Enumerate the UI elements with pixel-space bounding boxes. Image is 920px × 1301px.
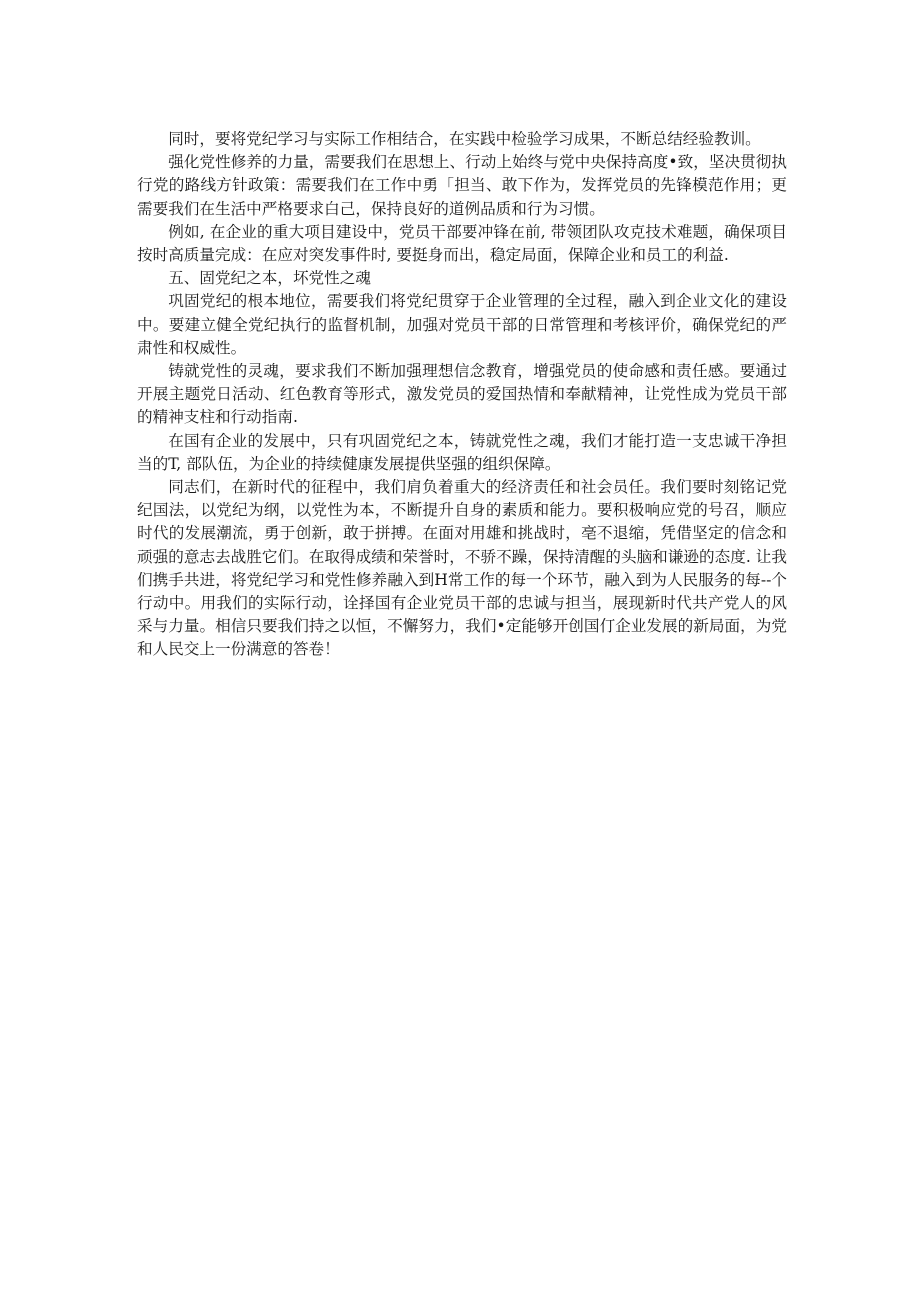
paragraph: 强化党性修养的力量，需要我们在思想上、行动上始终与党中央保持高度•致，坚决贯彻执行党的路线方针政策：需要我们在工作中勇「担当、敢下作为，发挥党员的先锋模范作用；更需要我们在生活中严格要求白己，保持良好的道例品质和行为习惯。	[137, 153, 787, 218]
paragraph: 同时，要将党纪学习与实际工作相结合，在实践中检验学习成果，不断总结经验教训。	[168, 130, 761, 148]
section-heading: 五、固党纪之本，坏党性之魂	[168, 269, 371, 288]
document-body	[137, 128, 787, 662]
paragraph: 在国有企业的发展中，只有巩固党纪之本，铸就党性之魂，我们才能打造一支忠诚干净担当的T, 部队伍，为企业的持续健康发展提供坚强的组织保障。	[137, 431, 787, 473]
paragraph: 例如, 在企业的重大项目建设中，党员干部要冲锋在前, 带领团队攻克技术难题，确保项目按时高质量完成：在应对突发事件时, 要挺身而出，稳定局面，保障企业和员工的利益.	[137, 222, 787, 265]
paragraph: 巩固党纪的根本地位，需要我们将党纪贯穿于企业管理的全过程，融入到企业文化的建设中。要建立健全党纪执行的监督机制，加强对党员干部的日常管理和考核评价，确保党纪的严肃性和权威性。	[137, 292, 787, 357]
paragraph: 同志们，在新时代的征程中，我们肩负着重大的经济责任和社会员任。我们要时刻铭记党纪国法，以党纪为纲，以党性为本，不断提升自身的素质和能力。要积极响应党的号召，顺应时代的发展潮流，勇于创新，敢于拼搏。在面对用雄和挑战时，亳不退缩，凭借坚定的信念和顽强的意志去战胜它们。在取得成绩和荣誉时，不骄不躁，保持清醒的头脑和谦逊的态度. 让我们携手共进，将党纪学习和党性修养融入到H常工作的每一个环节，融入到为人民服务的每--个行动中。用我们的实际行动，诠择国有企业党员干部的忠诚与担当，展现新时代共产党人的风采与力量。相信只要我们持之以恒，不懈努力，我们•定能够开创国仃企业发展的新局面，为党和人民交上一份满意的答卷！	[137, 478, 787, 659]
paragraph: 铸就党性的灵魂，要求我们不断加强理想信念教育，增强党员的使命感和责任感。要通过开展主题党日活动、红色教育等形式，激发党员的爱国热情和奉献精神，让党性成为党员干部的精神支柱和行动指南.	[137, 362, 787, 427]
